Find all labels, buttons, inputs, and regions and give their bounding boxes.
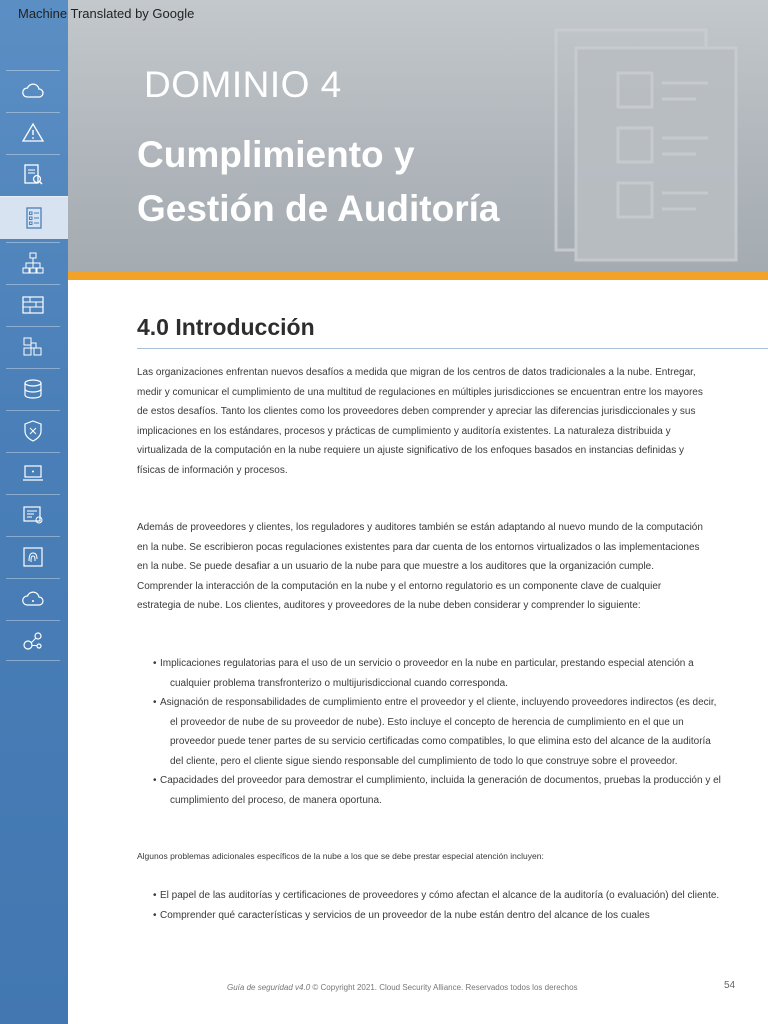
sidebar-item-form[interactable]: [6, 494, 60, 535]
list-item: • El papel de las auditorías y certificaciones de proveedores y cómo afectan el alcance de la auditoría (o evaluación) del cliente.: [153, 890, 720, 901]
list-item: • Capacidades del proveedor para demostrar el cumplimiento, incluida la generación de documentos, pruebas la producción y el cumplimiento del proceso, de manera oportuna.: [153, 775, 721, 806]
domain-title-line2: Gestión de Auditoría: [137, 188, 500, 229]
list-item: • Implicaciones regulatorias para el uso de un servicio o proveedor en la nube en particular, prestando especial atención a cualquier problema transfronterizo o multijurisdiccional cuando corresponda.: [153, 658, 694, 689]
sidebar-item-warning[interactable]: [6, 112, 60, 153]
sidebar-item-blocks[interactable]: [6, 326, 60, 367]
laptop-icon: [20, 460, 46, 486]
section-heading: 4.0 Introducción: [137, 314, 315, 340]
section-divider: [137, 348, 768, 349]
sidebar-item-cloud[interactable]: [6, 70, 60, 111]
fingerprint-icon: [20, 544, 46, 570]
domain-title: [137, 128, 499, 236]
checklist-document-graphic: [548, 8, 768, 268]
network-icon: [20, 628, 46, 654]
additional-issues-note: Algunos problemas adicionales específicos de la nube a los que se debe prestar especial atención incluyen:: [137, 851, 544, 861]
shield-icon: [20, 418, 46, 444]
copyright-text: © Copyright 2021. Cloud Security Alliance. Reservados todos los derechos: [310, 983, 578, 992]
page-footer: [227, 983, 578, 992]
sidebar-item-document-search[interactable]: [6, 154, 60, 195]
list-item: • Comprender qué características y servicios de un proveedor de la nube están dentro del alcance de los cuales: [153, 909, 650, 921]
considerations-list: [153, 654, 723, 810]
sidebar-item-hierarchy[interactable]: [6, 242, 60, 283]
form-icon: [20, 502, 46, 528]
warning-icon: [20, 120, 46, 146]
sidebar-item-network[interactable]: [6, 620, 60, 661]
list-item: • Asignación de responsabilidades de cumplimiento entre el proveedor y el cliente, incluyendo proveedores indirectos (es decir, el proveedor de nube de su proveedor de nube). Esto incluye el concepto de herencia de cumplimiento en el que un proveedor puede tener partes de su servicio certificadas como compatibles, lo que elimina esto del alcance de la auditoría del cliente, pero el cliente sigue siendo responsable del cumplimiento de todo lo que construye sobre el proveedor.: [153, 697, 717, 767]
cloud-icon: [20, 78, 46, 104]
document-search-icon: [20, 162, 46, 188]
database-icon: [20, 376, 46, 402]
blocks-icon: [20, 334, 46, 360]
hierarchy-icon: [20, 250, 46, 276]
sidebar-item-cloud-alert[interactable]: [6, 578, 60, 619]
intro-paragraph-1: Las organizaciones enfrentan nuevos desafíos a medida que migran de los centros de datos tradicionales a la nube. Entregar, medir y comunicar el cumplimiento de una multitud de regulaciones en múltiples jurisdicciones se encuentran entre los mayores de estos desafíos. Tanto los clientes como los proveedores deben comprender y apreciar las diferencias jurisdiccionales y sus implicaciones en los estándares, procesos y prácticas de cumplimiento y auditoría existentes. La naturaleza distribuida y virtualizada de la computación en la nube requiere un ajuste significativo de los enfoques basados en instancias definidas y físicas de información y procesos.: [137, 367, 703, 476]
sidebar-item-laptop[interactable]: [6, 452, 60, 493]
sidebar-item-shield[interactable]: [6, 410, 60, 451]
sidebar-item-database[interactable]: [6, 368, 60, 409]
header-accent-bar: [68, 272, 768, 280]
cloud-alert-icon: [20, 586, 46, 612]
domain-title-line1: Cumplimiento y: [137, 134, 415, 175]
checklist-icon: [21, 205, 47, 231]
guide-title: Guía de seguridad v4.0: [227, 983, 311, 992]
domain-header: [68, 0, 768, 272]
sidebar-item-firewall[interactable]: [6, 284, 60, 325]
firewall-icon: [20, 292, 46, 318]
page-number: 54: [724, 980, 736, 991]
sidebar-divider: [6, 660, 60, 661]
intro-paragraph-2: Además de proveedores y clientes, los reguladores y auditores también se están adaptando al nuevo mundo de la computación en la nube. Se escribieron pocas regulaciones existentes para dar cuenta de los entornos virtualizados o las implementaciones en la nube. Se puede desafiar a un usuario de la nube para que muestre a los auditores que la organización cumple. Comprender la interacción de la computación en la nube y el entorno regulatorio es un componente clave de cualquier estrategia de nube. Los clientes, auditores y proveedores de la nube deben considerar y comprender lo siguiente:: [137, 522, 703, 611]
domain-label: DOMINIO 4: [144, 64, 342, 105]
machine-translation-banner: Machine Translated by Google: [18, 6, 195, 21]
sidebar-item-fingerprint[interactable]: [6, 536, 60, 577]
sidebar-item-checklist[interactable]: [0, 196, 68, 239]
additional-issues-list: [153, 886, 723, 925]
